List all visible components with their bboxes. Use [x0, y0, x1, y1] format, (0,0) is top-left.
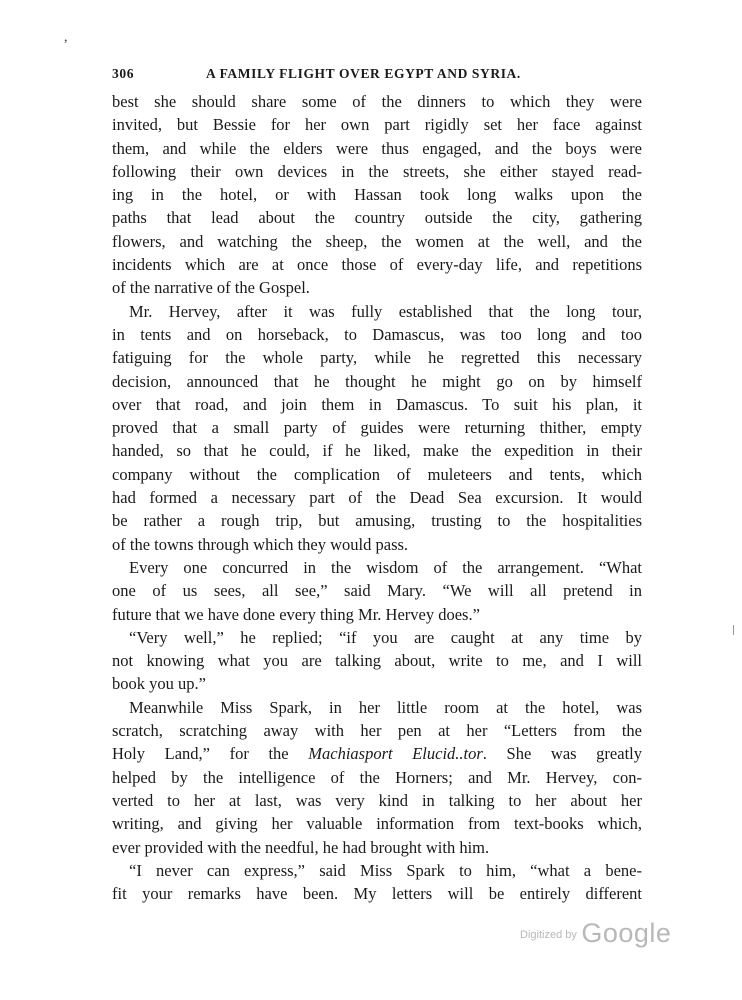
running-header [112, 60, 642, 84]
paragraph [112, 300, 642, 556]
body-text [112, 90, 642, 905]
text-line: not knowing what you are talking about, write to me, and I will [112, 651, 642, 671]
text-line: Every one concurred in the wisdom of the arrangement. “What [129, 557, 642, 577]
text-line: ing in the hotel, or with Hassan took long walks upon the [112, 185, 642, 205]
text-line: proved that a small party of guides were returning thither, empty [112, 418, 642, 438]
text-line: be rather a rough trip, but amusing, trusting to the hospitalities [112, 511, 642, 531]
text-line: fit your remarks have been. My letters will be entirely different [112, 884, 642, 904]
text-line: ever provided with the needful, he had brought with him. [112, 837, 490, 857]
paragraph [112, 90, 642, 300]
book-page [112, 60, 642, 905]
text-line: Meanwhile Miss Spark, in her little room at the hotel, was [129, 697, 642, 717]
text-line: writing, and giving her valuable information from text-books which, [112, 814, 642, 834]
paragraph [112, 556, 642, 626]
watermark-prefix: Digitized by [520, 929, 577, 941]
text-line: Holy Land,” for the Machiasport Elucid..tor. She was greatly [112, 744, 642, 764]
text-line: one of us sees, all see,” said Mary. “We will all pretend in [112, 581, 642, 601]
text-line: future that we have done every thing Mr. Hervey does.” [112, 604, 480, 624]
text-line: incidents which are at once those of every-day life, and repetitions [112, 255, 642, 275]
margin-mark [733, 625, 734, 635]
text-line: of the towns through which they would pass. [112, 534, 409, 554]
text-line: of the narrative of the Gospel. [112, 278, 310, 298]
text-line: scratch, scratching away with her pen at her “Letters from the [112, 721, 642, 741]
running-title: A FAMILY FLIGHT OVER EGYPT AND SYRIA. [206, 66, 521, 81]
text-line: fatiguing for the whole party, while he regretted this necessary [112, 348, 642, 368]
text-line: “Very well,” he replied; “if you are caught at any time by [129, 627, 642, 647]
paragraph [112, 696, 642, 859]
text-line: them, and while the elders were thus engaged, and the boys were [112, 138, 642, 158]
page-number: 306 [112, 66, 135, 81]
google-logo: Google [581, 918, 672, 948]
text-line: book you up.” [112, 674, 206, 694]
text-line: flowers, and watching the sheep, the women at the well, and the [112, 231, 642, 251]
text-line: had formed a necessary part of the Dead Sea excursion. It would [112, 488, 642, 508]
text-line: in tents and on horseback, to Damascus, was too long and too [112, 324, 642, 344]
text-line: over that road, and join them in Damascus. To suit his plan, it [112, 394, 642, 414]
paragraph [112, 859, 642, 906]
text-line: “I never can express,” said Miss Spark to him, “what a bene- [129, 860, 642, 880]
text-line: helped by the intelligence of the Horners; and Mr. Hervey, con- [112, 767, 642, 787]
text-line: invited, but Bessie for her own part rigidly set her face against [112, 115, 642, 135]
text-line: company without the complication of muleteers and tents, which [112, 464, 642, 484]
text-line: handed, so that he could, if he liked, make the expedition in their [112, 441, 642, 461]
text-line: best she should share some of the dinners to which they were [112, 92, 642, 111]
text-line: Mr. Hervey, after it was fully established that the long tour, [129, 301, 642, 321]
text-line: paths that lead about the country outside the city, gathering [112, 208, 642, 228]
text-line: decision, announced that he thought he might go on by himself [112, 371, 642, 391]
digitized-watermark [520, 918, 671, 949]
paragraph [112, 626, 642, 696]
newspaper-title: Machiasport Elucid..tor [308, 744, 483, 764]
text-line: verted to her at last, was very kind in talking to her about her [112, 790, 642, 810]
text-line: following their own devices in the streets, she either stayed read- [112, 161, 642, 181]
stray-ink-mark: , [64, 30, 68, 45]
